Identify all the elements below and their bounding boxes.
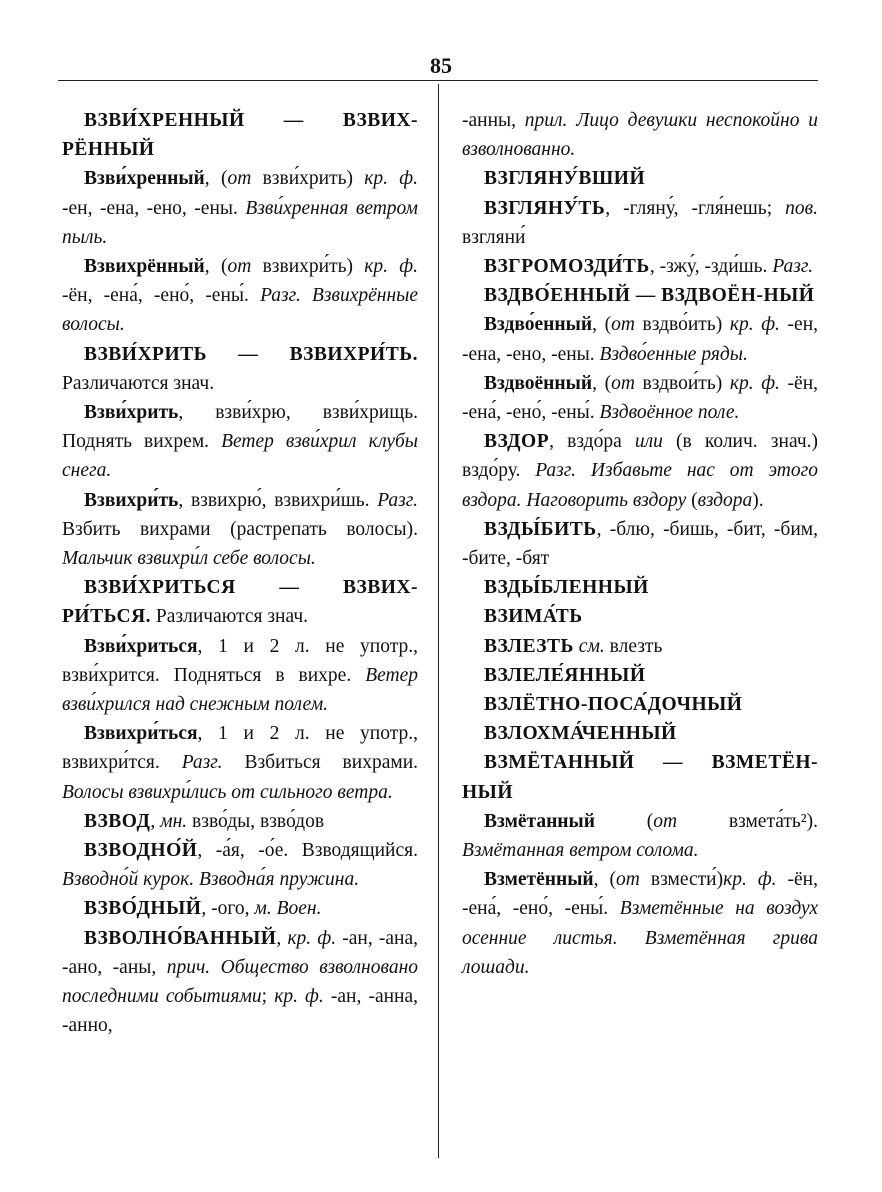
headword: ВЗЛЕЛЕ́ЯННЫЙ bbox=[484, 664, 646, 686]
dictionary-entry bbox=[62, 924, 418, 1041]
column-divider bbox=[438, 84, 439, 1158]
entry-text: , вздо́ра bbox=[549, 431, 635, 453]
entry-text: , ( bbox=[593, 869, 617, 891]
entry-text: -ён, -ена́, -ено́, -ены́. bbox=[462, 869, 818, 920]
italic-text: или bbox=[634, 431, 663, 453]
headword: ВЗВИ́ХРИТЬСЯ — ВЗВИХ-РИ́ТЬСЯ. bbox=[62, 577, 418, 628]
entry-text: вздвои́ть) bbox=[634, 372, 730, 394]
dictionary-entry bbox=[62, 836, 418, 894]
italic-text: от bbox=[227, 256, 252, 278]
sense-headword: Взви́хриться bbox=[84, 635, 198, 657]
sense-headword: Взви́хренный bbox=[84, 168, 205, 190]
headword: ВЗГРОМОЗДИ́ТЬ bbox=[484, 256, 650, 278]
dictionary-entry bbox=[62, 486, 418, 574]
dictionary-entry bbox=[62, 252, 418, 340]
right-column bbox=[462, 106, 818, 982]
entry-text: , ( bbox=[592, 314, 612, 336]
entry-text: Взбиться вихрами. bbox=[222, 752, 419, 774]
entry-text: Взбить вихрами (растрепать волосы). bbox=[62, 518, 418, 540]
entry-text: , взви́хрю, взви́хрищь. Поднять вихрем. bbox=[62, 402, 418, 453]
dictionary-entry bbox=[462, 807, 818, 865]
dictionary-entry bbox=[462, 690, 818, 719]
sense-headword: Взвихри́ть bbox=[84, 489, 179, 511]
dictionary-entry bbox=[462, 252, 818, 281]
entry-text: , bbox=[150, 810, 161, 832]
dictionary-entry bbox=[462, 427, 818, 515]
dictionary-entry bbox=[62, 807, 418, 836]
dictionary-entry bbox=[462, 106, 818, 164]
headword: ВЗДОР bbox=[484, 431, 550, 453]
italic-text: Взводно́й курок. Взводна́я пружина. bbox=[62, 869, 360, 891]
italic-text: Разг. bbox=[377, 489, 418, 511]
headword: ВЗЛЁТНО-ПОСА́ДОЧНЫЙ bbox=[484, 694, 743, 716]
italic-text: от bbox=[611, 372, 635, 394]
entry-text: , -зжу́, -зди́шь. bbox=[649, 256, 773, 278]
headword: ВЗГЛЯНУ́ВШИЙ bbox=[484, 168, 646, 190]
entry-text: , ( bbox=[204, 168, 228, 190]
dictionary-entry bbox=[462, 748, 818, 806]
entry-text: взво́ды, взво́дов bbox=[187, 810, 325, 832]
entry-text: , -блю, -бишь, -бит, -бим, -бите, -бят bbox=[462, 518, 818, 570]
entry-text: -ен, -ена, -ено, -ены. bbox=[62, 197, 246, 219]
dictionary-entry bbox=[62, 573, 418, 631]
entry-text: , ( bbox=[592, 372, 612, 394]
entry-text: взмести́) bbox=[639, 869, 724, 891]
italic-text: Взви́хренная ветром пыль. bbox=[62, 197, 419, 248]
dictionary-entry bbox=[62, 719, 418, 807]
headword: ВЗВИ́ХРИТЬ — ВЗВИХРИ́ТЬ. bbox=[84, 343, 418, 365]
entry-text: Различаются знач. bbox=[62, 372, 215, 394]
headword: ВЗЛЕЗТЬ bbox=[484, 635, 574, 657]
italic-text: кр. ф. bbox=[723, 869, 777, 891]
entry-text: влезть bbox=[604, 635, 663, 657]
sense-headword: Вздво́енный bbox=[484, 314, 593, 336]
italic-text: прил. Лицо девушки неспокойно и взволнованно. bbox=[462, 110, 818, 161]
dictionary-entry bbox=[462, 369, 818, 427]
italic-text: кр. ф. bbox=[729, 372, 780, 394]
sense-headword: Взметённый bbox=[484, 869, 594, 891]
sense-headword: Взви́хрить bbox=[84, 402, 179, 424]
dictionary-entry bbox=[62, 106, 418, 164]
italic-text: кр. ф. bbox=[364, 256, 418, 278]
headword: ВЗДВО́ЕННЫЙ — ВЗДВОЁН-НЫЙ bbox=[484, 285, 815, 307]
italic-text: Взмётанная ветром солома. bbox=[462, 840, 699, 862]
dictionary-entry bbox=[462, 602, 818, 631]
dictionary-entry bbox=[462, 194, 818, 252]
italic-text: Разг. bbox=[772, 256, 814, 278]
dictionary-entry bbox=[462, 164, 818, 193]
dictionary-entry bbox=[462, 661, 818, 690]
dictionary-entry bbox=[462, 310, 818, 368]
dictionary-entry bbox=[62, 340, 418, 398]
dictionary-entry bbox=[462, 573, 818, 602]
italic-text: от bbox=[616, 869, 640, 891]
headword: ВЗВИ́ХРЕННЫЙ — ВЗВИХ-РЁННЫЙ bbox=[62, 110, 418, 161]
entry-text: , -гляну́, -гля́нешь; bbox=[605, 197, 786, 219]
entry-text: -анны, bbox=[462, 110, 525, 131]
dictionary-entry bbox=[462, 515, 818, 573]
headword: ВЗВОДНО́Й bbox=[84, 840, 198, 862]
italic-text: от bbox=[653, 810, 678, 832]
italic-text: Ветер взви́хрил клубы снега. bbox=[62, 431, 418, 482]
sense-headword: Взмётанный bbox=[484, 810, 596, 832]
header-rule bbox=[58, 80, 818, 81]
dictionary-entry bbox=[462, 281, 818, 310]
italic-text: Разг. Избавьте нас от этого вздора. Наговорить вздору bbox=[462, 460, 818, 511]
headword: ВЗВО́ДНЫЙ bbox=[84, 898, 202, 920]
entry-text: взгляни́ bbox=[462, 226, 526, 248]
entry-text: ). bbox=[752, 489, 764, 511]
dictionary-entry bbox=[62, 398, 418, 486]
entry-text: -ён, -ена́, -ено́, -ены́. bbox=[462, 372, 818, 424]
entry-text: , 1 и 2 л. не употр., взви́хрится. Подняться в вихре. bbox=[62, 635, 418, 686]
italic-text: Разг. bbox=[181, 752, 223, 774]
sense-headword: Взвихри́ться bbox=[84, 723, 198, 745]
italic-text: Взметённые на воздух осенние листья. Взметённая грива лошади. bbox=[462, 898, 818, 978]
headword: ВЗДЫ́БЛЕННЫЙ bbox=[484, 577, 649, 599]
entry-text: , взвихрю́, взвихри́шь. bbox=[178, 489, 378, 511]
headword: ВЗМЁТАННЫЙ — ВЗМЕТЁН-НЫЙ bbox=[462, 752, 818, 803]
entry-text: , 1 и 2 л. не употр., взвихри́тся. bbox=[62, 723, 418, 774]
dictionary-entry bbox=[462, 632, 818, 661]
entry-text: взмета́ть²). bbox=[677, 810, 818, 832]
italic-text: Вздво́енные ряды. bbox=[599, 343, 748, 365]
italic-text: Мальчик взвихри́л себе волосы. bbox=[62, 548, 316, 570]
entry-text: Различаются знач. bbox=[151, 606, 309, 628]
italic-text: Разг. Взвихрённые волосы. bbox=[62, 285, 418, 336]
italic-text: от bbox=[611, 314, 635, 336]
italic-text: кр. ф. bbox=[274, 986, 324, 1008]
italic-text: кр. ф. bbox=[364, 168, 418, 190]
entry-text: вздво́ить) bbox=[634, 314, 730, 336]
dictionary-entry bbox=[462, 865, 818, 982]
headword: ВЗЛОХМА́ЧЕННЫЙ bbox=[484, 723, 677, 745]
entry-text: -ен, -ена, -ено, -ены. bbox=[462, 314, 818, 365]
italic-text: Ветер взви́хрился над снежным полем. bbox=[62, 664, 418, 716]
headword: ВЗГЛЯНУ́ТЬ bbox=[484, 197, 606, 219]
headword: ВЗВОЛНО́ВАННЫЙ bbox=[84, 927, 277, 949]
entry-text: взвихри́ть) bbox=[251, 256, 365, 278]
entry-text: ; bbox=[261, 986, 275, 1008]
sense-headword: Взвихрённый bbox=[84, 256, 205, 278]
headword: ВЗДЫ́БИТЬ bbox=[484, 518, 597, 540]
italic-text: пов. bbox=[785, 197, 818, 219]
italic-text: вздора bbox=[697, 489, 753, 511]
entry-text: -ён, -ена́, -ено́, -ены́. bbox=[62, 285, 261, 307]
dictionary-entry bbox=[462, 719, 818, 748]
headword: ВЗИМА́ТЬ bbox=[484, 606, 583, 628]
entry-text: -ан, -ана, -ано, -аны, bbox=[62, 927, 418, 978]
dictionary-entry bbox=[62, 632, 418, 720]
italic-text: от bbox=[227, 168, 252, 190]
entry-text: ( bbox=[595, 810, 654, 832]
entry-text: , -ого, bbox=[201, 898, 255, 920]
italic-text: кр. ф. bbox=[729, 314, 780, 336]
entry-text: , ( bbox=[204, 256, 228, 278]
entry-text: ( bbox=[686, 489, 698, 511]
entry-text: (в колич. знач.) вздо́ру. bbox=[462, 431, 818, 482]
italic-text: Волосы взвихри́лись от сильного ветра. bbox=[62, 781, 393, 803]
sense-headword: Вздвоённый bbox=[484, 372, 593, 394]
headword: ВЗВОД bbox=[84, 810, 151, 832]
dictionary-entry bbox=[62, 894, 418, 923]
italic-text: м. Воен. bbox=[254, 898, 322, 920]
italic-text: см. bbox=[578, 635, 605, 657]
italic-text: кр. ф. bbox=[287, 927, 337, 949]
dictionary-entry bbox=[62, 164, 418, 252]
italic-text: Вздвоённое поле. bbox=[599, 402, 740, 424]
entry-text: , bbox=[276, 927, 288, 949]
entry-text: -ан, -анна, -анно, bbox=[62, 986, 419, 1037]
entry-text: , -а́я, -о́е. Взводящийся. bbox=[197, 840, 418, 862]
italic-text: мн. bbox=[160, 810, 188, 832]
entry-text: взви́хрить) bbox=[251, 168, 365, 190]
italic-text: прич. Общество взволновано последними событиями bbox=[62, 956, 418, 1008]
page-number: 85 bbox=[430, 53, 452, 78]
left-column bbox=[62, 106, 418, 1041]
